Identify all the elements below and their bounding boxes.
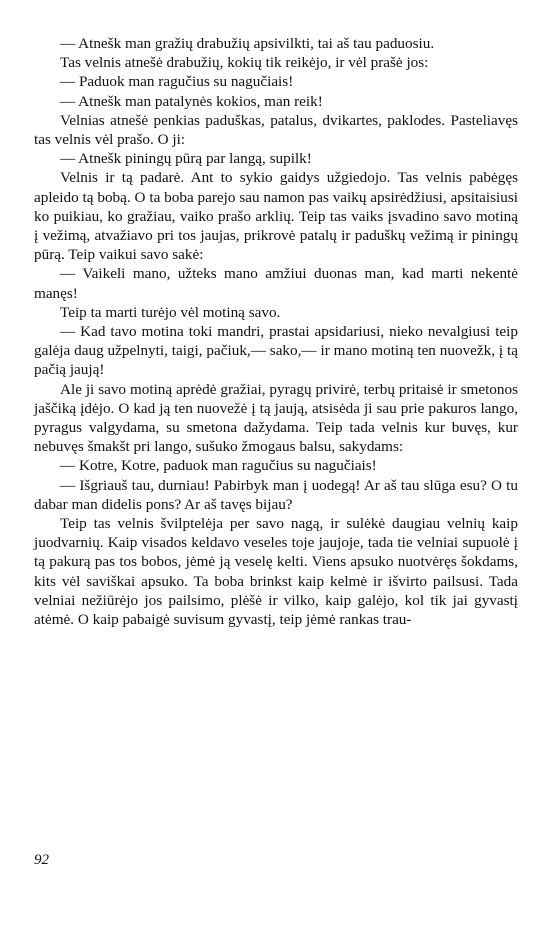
- page-number: 92: [34, 852, 49, 868]
- paragraph: Teip ta marti turėjo vėl motiną savo.: [60, 303, 281, 321]
- paragraph: — Kad tavo motina toki mandri, prastai apsidariusi, nieko nevalgiusi teip galėja daug užpelnyti, taigi, pačiuk,— sako,— ir mano motiną ten nuovežk, į tą pačią jaują!: [34, 323, 518, 379]
- paragraph: — Atnešk piningų pūrą par langą, supilk!: [60, 150, 312, 168]
- paragraph: Velnias atnešė penkias paduškas, patalus, dvikartes, paklodes. Pasteliavęs tas velnis vėl prašo. O ji:: [34, 111, 518, 149]
- paragraph: — Išgriauš tau, durniau! Pabirbyk man į uodegą! Ar aš tau slūga esu? O tu dabar man didelis pons? Ar aš tavęs bijau?: [34, 476, 518, 513]
- paragraph: Tas velnis atnešė drabužių, kokių tik reikėjo, ir vėl prašė jos:: [60, 54, 429, 72]
- paragraph: Velnis ir tą padarė. Ant to sykio gaidys užgiedojo. Tas velnis pabėgęs apleido tą bobą. O ta boba parejo sau namon pas vaikų apsirėdžiusi, apsitaisiusi ko puikiau, ko gražiau, vaiko prašo arklių. Teip tas vaiks įsvadino savo motiną į vežimą, atvažiavo pri tos jaujas, prikrovė patalų ir paduškų vežimą ir piningų pūrą. Teip vaikui savo sakė:: [34, 169, 518, 264]
- paragraph: — Paduok man ragučius su nagučiais!: [60, 73, 294, 91]
- paragraph: Teip tas velnis švilptelėja per savo nagą, ir sulėkė daugiau velnių kaip juodvarnių. Kaip visados keldavo veseles toje jaujoje, tada tie velniai supuolė į tą pakurą pas tos bobos, jėmė ją veselę kelti. Viens apsuko nuotvėręs šokdams, kits vėl saviškai apsuko. Ta boba brinkst kaip kelmė ir išvirto pailsusi. Tada velniai nežiūrėjo jos pailsimo, plėšė ir vilko, kaip galėjo, kol tik jai gyvastį atėmė. O kaip pabaigė suvisum gyvastį, teip jėmė rankas trau-: [34, 515, 518, 629]
- paragraph: — Atnešk man gražių drabužių apsivilkti, tai aš tau paduosiu.: [60, 35, 435, 52]
- page-text: [34, 34, 518, 629]
- paragraph: Ale ji savo motiną aprėdė gražiai, pyragų privirė, terbų pritaisė ir smetonos jaščiką įdėjo. O kad ją ten nuovežė į tą jaują, atsisėda ji sau prie pakuros lango, pyragus valgydama, su smetona dažydama. Teip tada velnis kur buvęs, kur nebuvęs šmakšt pri lango, sušuko žmogaus balsu, sakydams:: [34, 380, 518, 456]
- paragraph: — Atnešk man patalynės kokios, man reik!: [60, 92, 323, 110]
- paragraph: — Kotre, Kotre, paduok man ragučius su nagučiais!: [60, 457, 377, 475]
- paragraph: — Vaikeli mano, užteks mano amžiui duonas man, kad marti nekentė manęs!: [34, 265, 518, 302]
